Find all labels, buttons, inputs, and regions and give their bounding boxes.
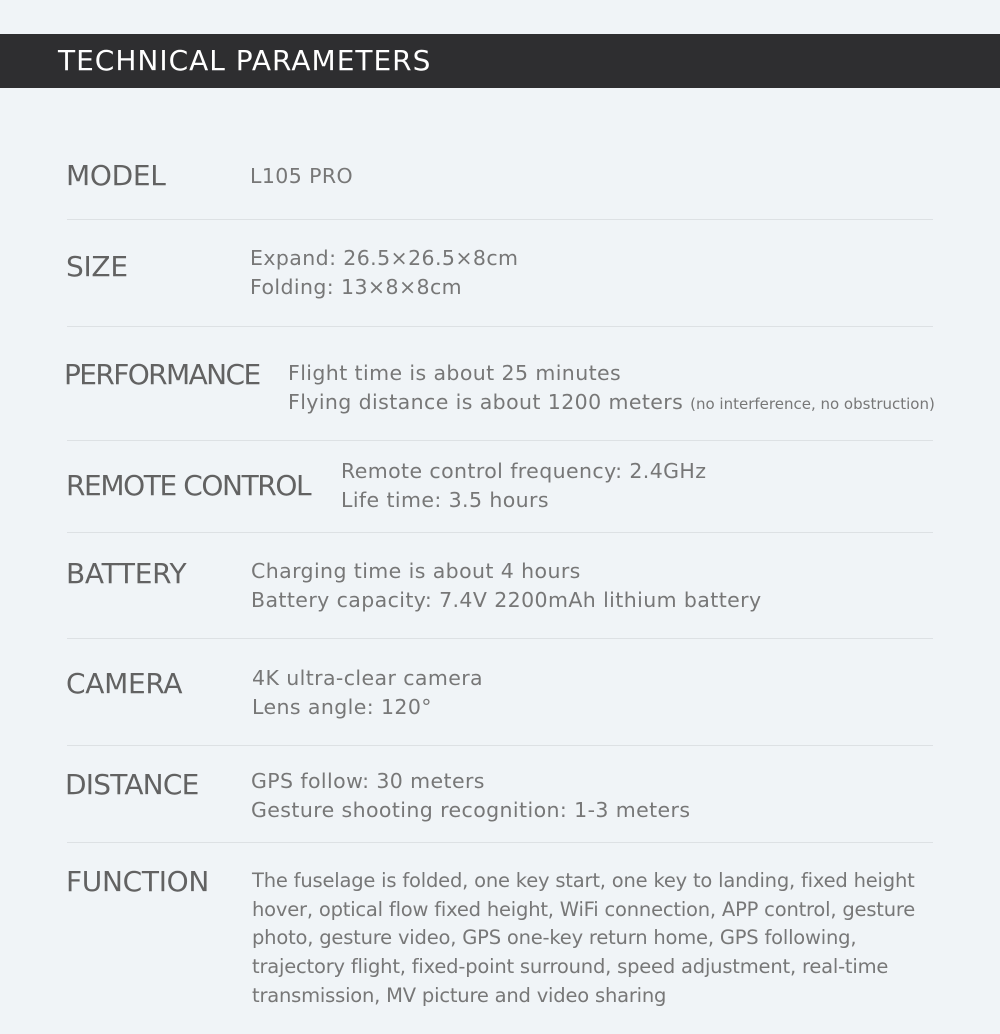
divider [67, 638, 933, 639]
header-bar [0, 34, 1000, 88]
spec-value-line: Life time: 3.5 hours [341, 487, 549, 512]
spec-value-text: Flying distance is about 1200 meters [288, 389, 684, 414]
spec-values-model [250, 162, 353, 191]
spec-label-distance: DISTANCE [65, 768, 199, 801]
spec-value-line [288, 388, 935, 417]
spec-label-size: SIZE [66, 250, 128, 283]
spec-label-performance: PERFORMANCE [64, 358, 260, 391]
spec-values-performance [288, 359, 935, 416]
spec-values-remote-control [341, 457, 706, 514]
spec-value-line: Gesture shooting recognition: 1-3 meters [251, 797, 691, 822]
spec-value-line: Lens angle: 120° [252, 694, 432, 719]
divider [67, 326, 933, 327]
spec-value-line: 4K ultra-clear camera [252, 666, 484, 690]
spec-value-line: Flight time is about 25 minutes [288, 361, 622, 385]
spec-label-function: FUNCTION [66, 865, 210, 898]
spec-note: (no interference, no obstruction) [690, 394, 935, 413]
spec-values-function: The fuselage is folded, one key start, one key to landing, fixed height hover, optical flow fixed height, WiFi connection, APP control, gesture photo, gesture video, GPS one-key return home, GPS following, trajectory flight, fixed-point surround, speed adjustment, real-time transmission, MV picture and video sharing [252, 869, 916, 1007]
divider [67, 842, 933, 843]
spec-label-camera: CAMERA [66, 667, 183, 700]
spec-label-remote-control: REMOTE CONTROL [66, 469, 311, 502]
spec-values-camera [252, 664, 483, 721]
spec-value-line: Charging time is about 4 hours [251, 559, 581, 583]
section-title: TECHNICAL PARAMETERS [58, 44, 432, 77]
divider [67, 745, 933, 746]
spec-value-line: Battery capacity: 7.4V 2200mAh lithium battery [251, 587, 762, 612]
spec-value-line: Folding: 13×8×8cm [250, 274, 463, 299]
divider [67, 440, 933, 441]
spec-label-model: MODEL [66, 159, 166, 192]
spec-values-battery [251, 557, 762, 614]
spec-values-distance [251, 767, 690, 824]
spec-label-battery: BATTERY [66, 557, 187, 590]
spec-values-size [250, 244, 518, 301]
spec-value-line: Expand: 26.5×26.5×8cm [250, 246, 519, 270]
spec-value-line: L105 PRO [250, 164, 354, 188]
spec-value-line: GPS follow: 30 meters [251, 769, 485, 793]
divider [67, 532, 933, 533]
divider [67, 219, 933, 220]
spec-value-line: Remote control frequency: 2.4GHz [341, 459, 707, 483]
